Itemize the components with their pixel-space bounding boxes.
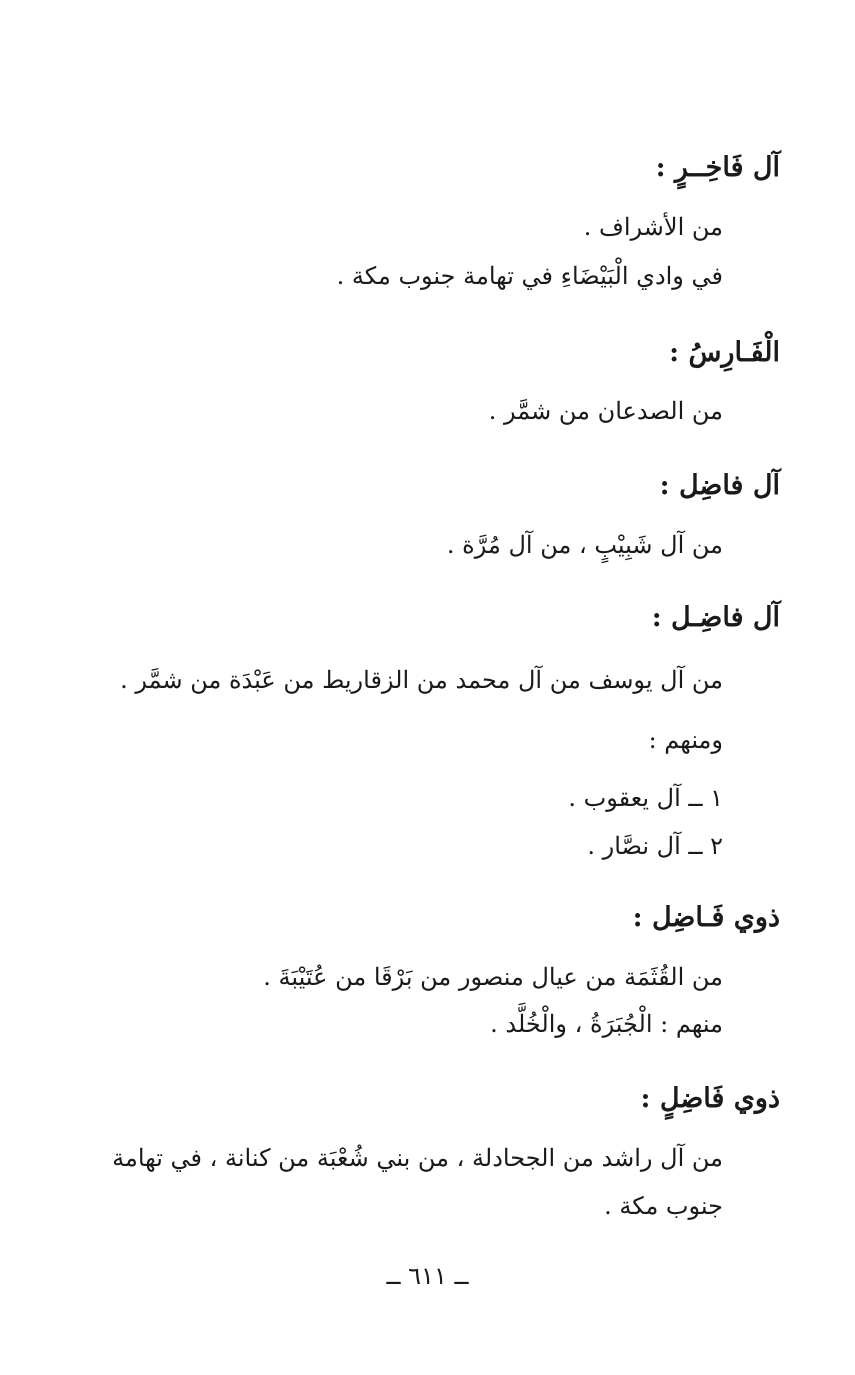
- entry-line: من آل يوسف من آل محمد من الزقاريط من عَبْدَة من شمَّر .: [120, 666, 723, 694]
- entry-heading: الْفَـارِسُ :: [669, 337, 780, 368]
- page-number: ــ ٦١١ ــ: [386, 1262, 469, 1290]
- entry-line: من آل شَبِيْبٍ ، من آل مُرَّة .: [446, 531, 723, 559]
- entry-heading: آل فَاخِــرٍ :: [655, 152, 780, 183]
- list-item: ٢ ــ آل نصَّار .: [587, 832, 723, 860]
- entry-line: من الأشراف .: [583, 213, 723, 241]
- entry-heading: آل فاضِل :: [659, 470, 780, 501]
- entry-line: جنوب مكة .: [604, 1192, 723, 1220]
- entry-heading: ذوي فَـاضِل :: [632, 902, 780, 933]
- entry-line: من آل راشد من الجحادلة ، من بني شُعْبَة من كنانة ، في تهامة: [112, 1144, 723, 1172]
- list-item: ١ ــ آل يعقوب .: [568, 784, 723, 812]
- entry-heading: ذوي فَاضِلٍ :: [640, 1083, 780, 1114]
- entry-line: في وادي الْبَيْضَاءِ في تهامة جنوب مكة .: [336, 262, 723, 290]
- entry-line: منهم : الْجُبَرَةُ ، والْخُلَّد .: [490, 1010, 723, 1038]
- entry-line: من الصدعان من شمَّر .: [488, 397, 723, 425]
- entry-line: من القُثَمَة من عيال منصور من بَرْقَا من عُتَيْبَةَ .: [263, 963, 723, 991]
- entry-line: ومنهم :: [648, 726, 723, 754]
- entry-heading: آل فاضِـل :: [651, 602, 780, 633]
